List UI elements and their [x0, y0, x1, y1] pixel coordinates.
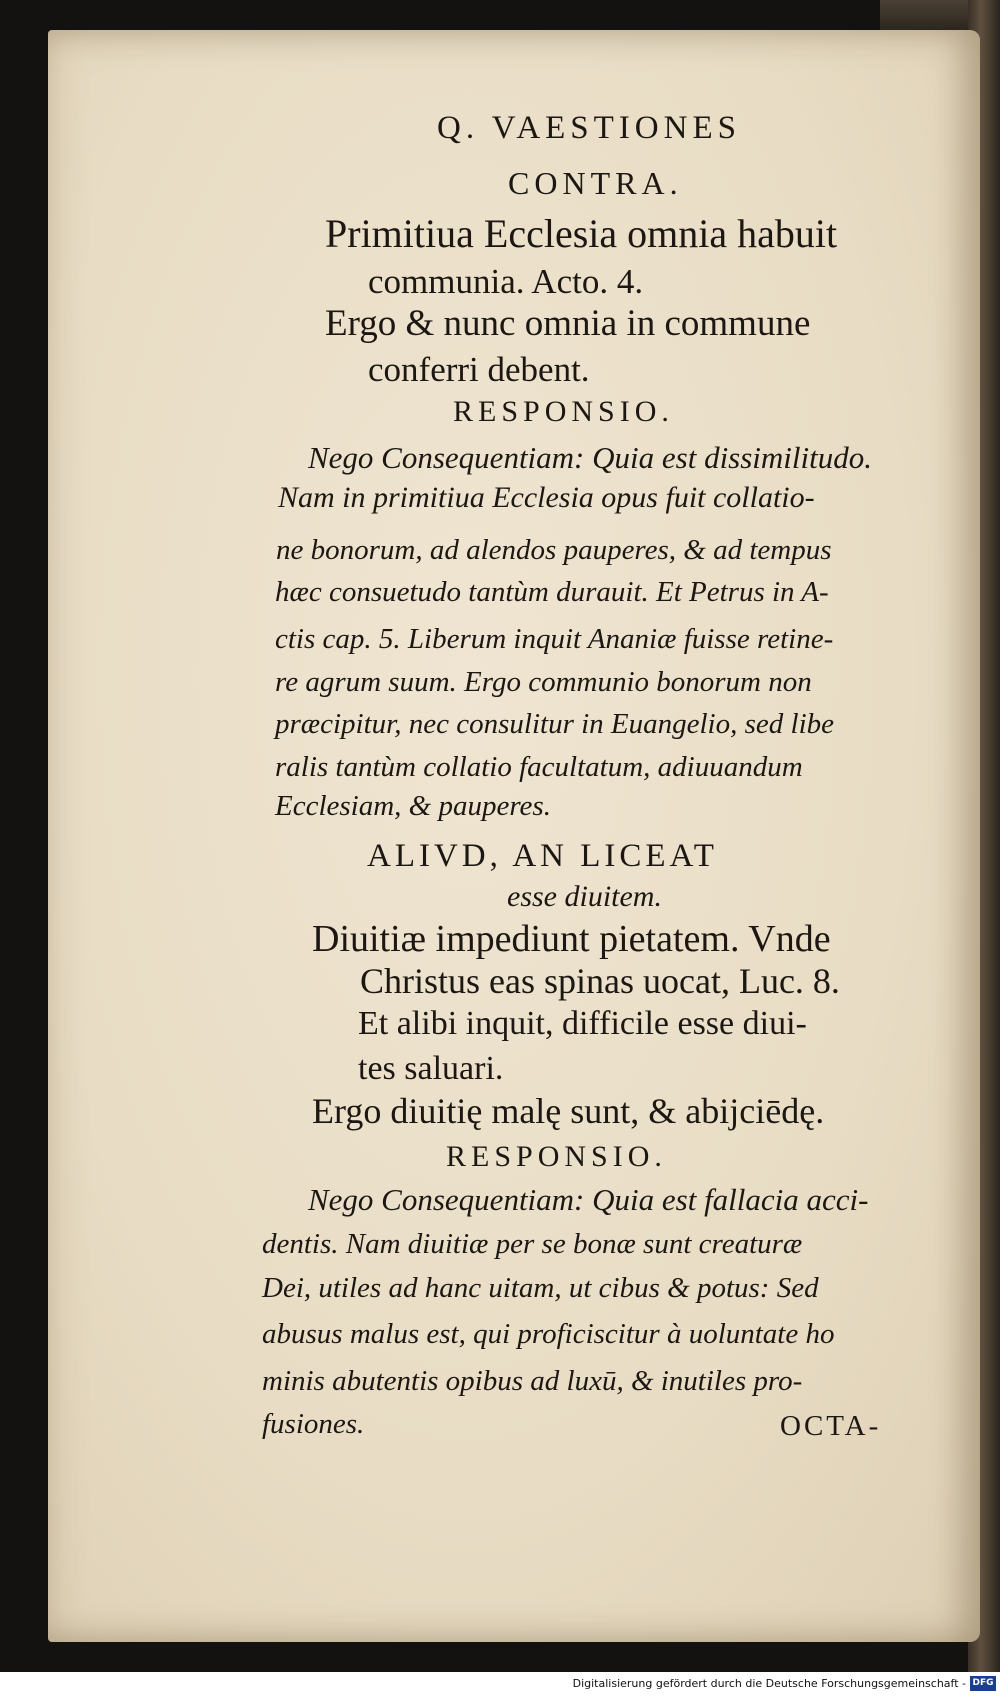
argument-line: Ergo & nunc omnia in commune	[325, 303, 811, 344]
argument-line: Diuitiæ impediunt pietatem. Vnde	[312, 918, 831, 960]
response-line: ctis cap. 5. Liberum inquit Ananiæ fuisse retine-	[275, 623, 834, 655]
argument-line: Primitiua Ecclesia omnia habuit	[325, 211, 838, 256]
footer-credit: Digitalisierung gefördert durch die Deutsche Forschungsgemeinschaft -	[572, 1677, 966, 1690]
response-line: fusiones.	[262, 1408, 365, 1440]
argument-line: Et alibi inquit, difficile esse diui-	[358, 1005, 807, 1042]
response-line: ralis tantùm collatio facultatum, adiuuandum	[275, 751, 803, 783]
response-line: re agrum suum. Ergo communio bonorum non	[275, 666, 812, 698]
response-line: Dei, utiles ad hanc uitam, ut cibus & potus: Sed	[262, 1272, 819, 1304]
response-line: Nego Consequentiam: Quia est fallacia acci-	[308, 1182, 869, 1217]
argument-line: Ergo diuitię malę sunt, & abijciēdę.	[312, 1091, 825, 1131]
response-line: ne bonorum, ad alendos pauperes, & ad tempus	[276, 534, 832, 566]
argument-line: conferri debent.	[368, 350, 590, 389]
catchword: OCTA-	[780, 1410, 882, 1442]
section-heading-responsio: RESPONSIO.	[446, 1140, 667, 1173]
response-line: dentis. Nam diuitiæ per se bonæ sunt creaturæ	[262, 1228, 803, 1260]
section-heading-responsio: RESPONSIO.	[453, 395, 674, 428]
response-line: Nam in primitiua Ecclesia opus fuit collatio-	[278, 481, 815, 514]
argument-line: Christus eas spinas uocat, Luc. 8.	[360, 961, 840, 1001]
response-line: abusus malus est, qui proficiscitur à uoluntate ho	[262, 1318, 835, 1350]
response-line: hæc consuetudo tantùm durauit. Et Petrus in A-	[275, 576, 829, 608]
section-heading-aliud-subtitle: esse diuitem.	[507, 880, 662, 913]
section-heading-contra: CONTRA.	[508, 165, 683, 201]
dfg-logo: DFG	[970, 1676, 996, 1691]
response-line: præcipitur, nec consulitur in Euangelio, sed libe	[275, 708, 835, 740]
response-line: minis abutentis opibus ad luxū, & inutiles pro-	[262, 1365, 803, 1397]
argument-line: tes saluari.	[358, 1050, 504, 1087]
argument-line: communia. Acto. 4.	[368, 262, 644, 301]
response-line: Ecclesiam, & pauperes.	[275, 790, 551, 822]
section-heading-aliud: ALIVD, AN LICEAT	[367, 838, 718, 874]
running-title: Q. VAESTIONES	[437, 110, 741, 146]
response-line: Nego Consequentiam: Quia est dissimilitudo.	[308, 440, 873, 475]
